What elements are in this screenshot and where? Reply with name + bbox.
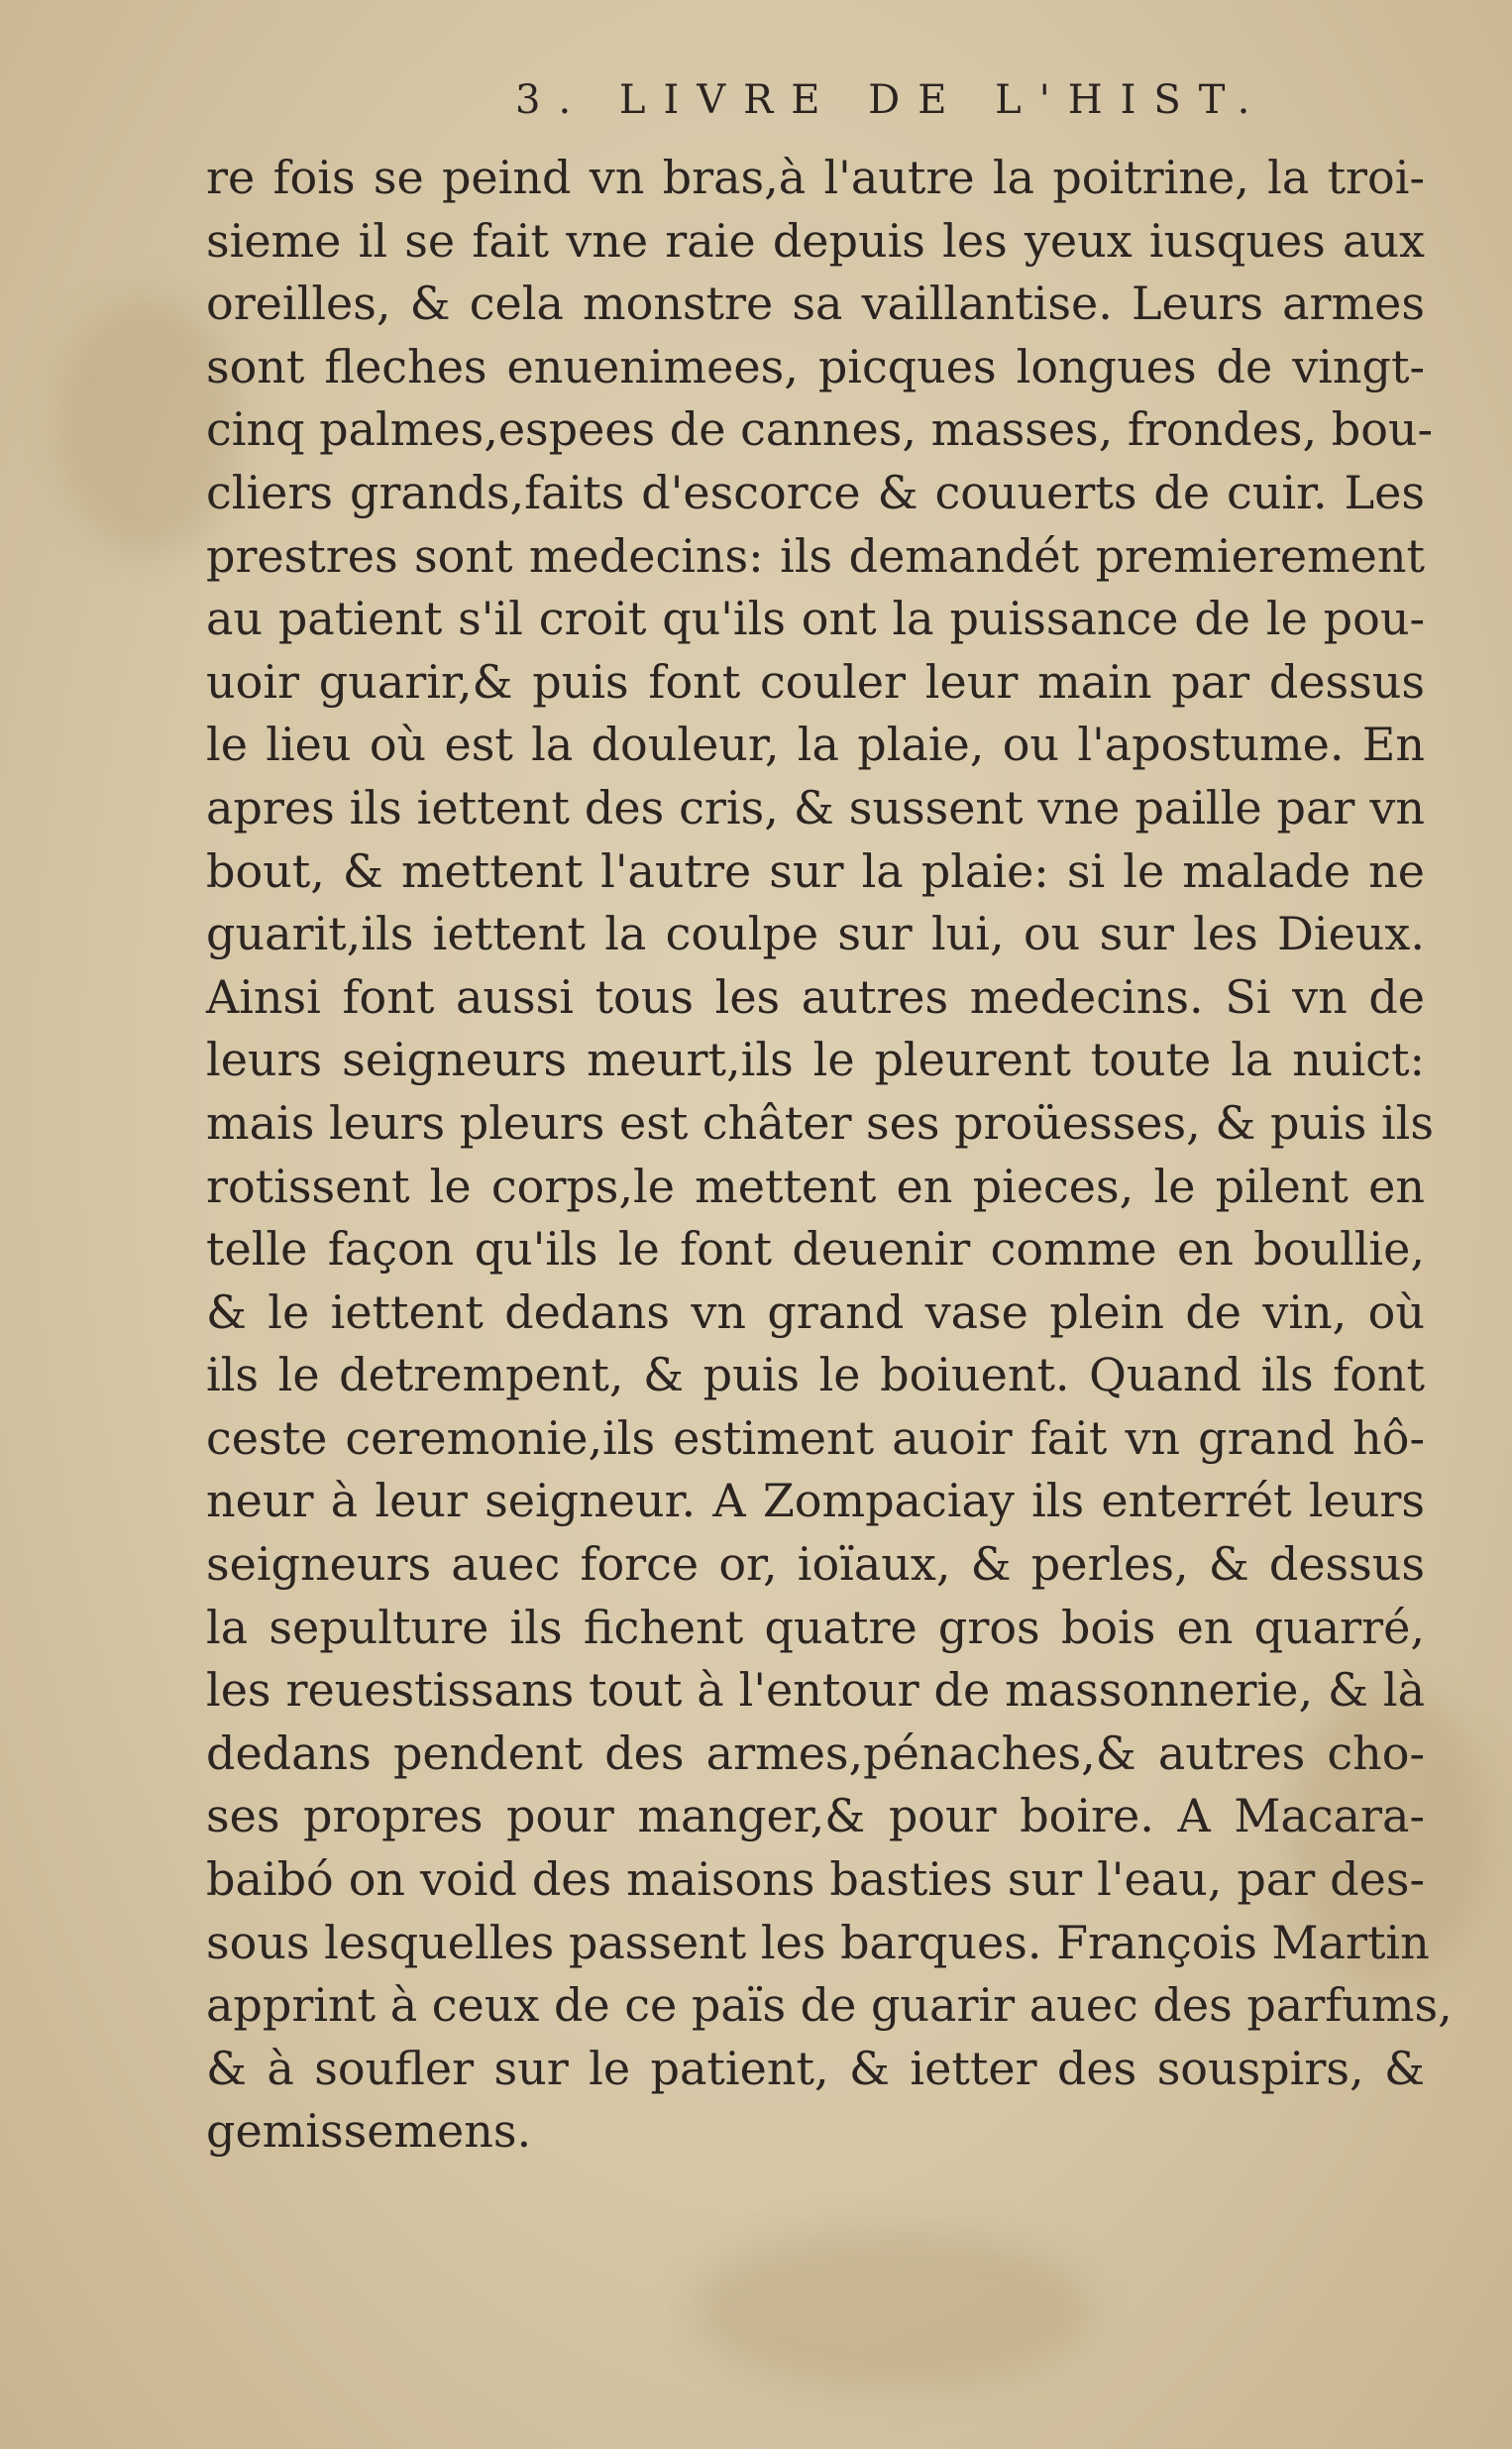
text-line: ils le detrempent, & puis le boiuent. Quand ils font bbox=[206, 1348, 1425, 1402]
text-line: le lieu où est la douleur, la plaie, ou l'apostume. En bbox=[206, 718, 1425, 772]
text-line: guarit,ils iettent la coulpe sur lui, ou sur les Dieux. bbox=[206, 907, 1425, 961]
text-line: ceste ceremonie,ils estiment auoir fait vn grand hô- bbox=[206, 1410, 1425, 1465]
text-line: seigneurs auec force or, ioïaux, & perles, & dessus bbox=[206, 1537, 1425, 1592]
text-line: neur à leur seigneur. A Zompaciay ils enterrét leurs bbox=[206, 1474, 1425, 1528]
text-line: prestres sont medecins: ils demandét premierement bbox=[206, 528, 1425, 583]
text-line: au patient s'il croit qu'ils ont la puissance de le pou- bbox=[206, 592, 1425, 646]
text-line: sieme il se fait vne raie depuis les yeux iusques aux bbox=[206, 213, 1425, 268]
text-line: dedans pendent des armes,pénaches,& autres cho- bbox=[206, 1725, 1425, 1780]
text-line: apres ils iettent des cris, & sussent vne paille par vn bbox=[206, 780, 1425, 835]
text-line: oreilles, & cela monstre sa vaillantise. Leurs armes bbox=[206, 277, 1425, 331]
text-line: la sepulture ils fichent quatre gros bois en quarré, bbox=[206, 1600, 1425, 1654]
text-line: re fois se peind vn bras,à l'autre la poitrine, la troi- bbox=[206, 151, 1425, 204]
text-line: uoir guarir,& puis font couler leur main par dessus bbox=[206, 654, 1425, 709]
text-line: sont fleches enuenimees, picques longues de vingt- bbox=[206, 339, 1425, 393]
text-line: baibó on void des maisons basties sur l'eau, par des- bbox=[206, 1852, 1425, 1907]
text-line: bout, & mettent l'autre sur la plaie: si le malade ne bbox=[206, 843, 1425, 898]
paper-stain bbox=[694, 2230, 1090, 2389]
text-line: leurs seigneurs meurt,ils le pleurent toute la nuict: bbox=[206, 1033, 1425, 1087]
text-line: les reuestissans tout à l'entour de massonnerie, & là bbox=[206, 1663, 1425, 1718]
text-line: cliers grands,faits d'escorce & couuerts de cuir. Les bbox=[206, 465, 1425, 519]
body-text bbox=[206, 147, 1453, 2164]
text-line: & le iettent dedans vn grand vase plein de vin, où bbox=[206, 1284, 1425, 1339]
text-line: gemissemens. bbox=[206, 2104, 532, 2159]
text-line: & à soufler sur le patient, & ietter des souspirs, & bbox=[206, 2041, 1425, 2095]
text-line: telle façon qu'ils le font deuenir comme en boullie, bbox=[206, 1222, 1425, 1277]
text-line: ses propres pour manger,& pour boire. A Macara- bbox=[206, 1789, 1425, 1843]
text-line: cinq palmes,espees de cannes, masses, frondes, bou- bbox=[206, 402, 1434, 457]
text-line: Ainsi font aussi tous les autres medecins. Si vn de bbox=[206, 969, 1425, 1024]
text-line: rotissent le corps,le mettent en pieces, le pilent en bbox=[206, 1159, 1425, 1213]
text-line: sous lesquelles passent les barques. François Martin bbox=[206, 1915, 1430, 1969]
running-header: 3. LIVRE DE L'HIST. bbox=[515, 77, 1268, 123]
text-line: apprint à ceux de ce païs de guarir auec des parfums, bbox=[206, 1978, 1453, 2033]
text-line: mais leurs pleurs est châter ses proüesses, & puis ils bbox=[206, 1095, 1434, 1150]
